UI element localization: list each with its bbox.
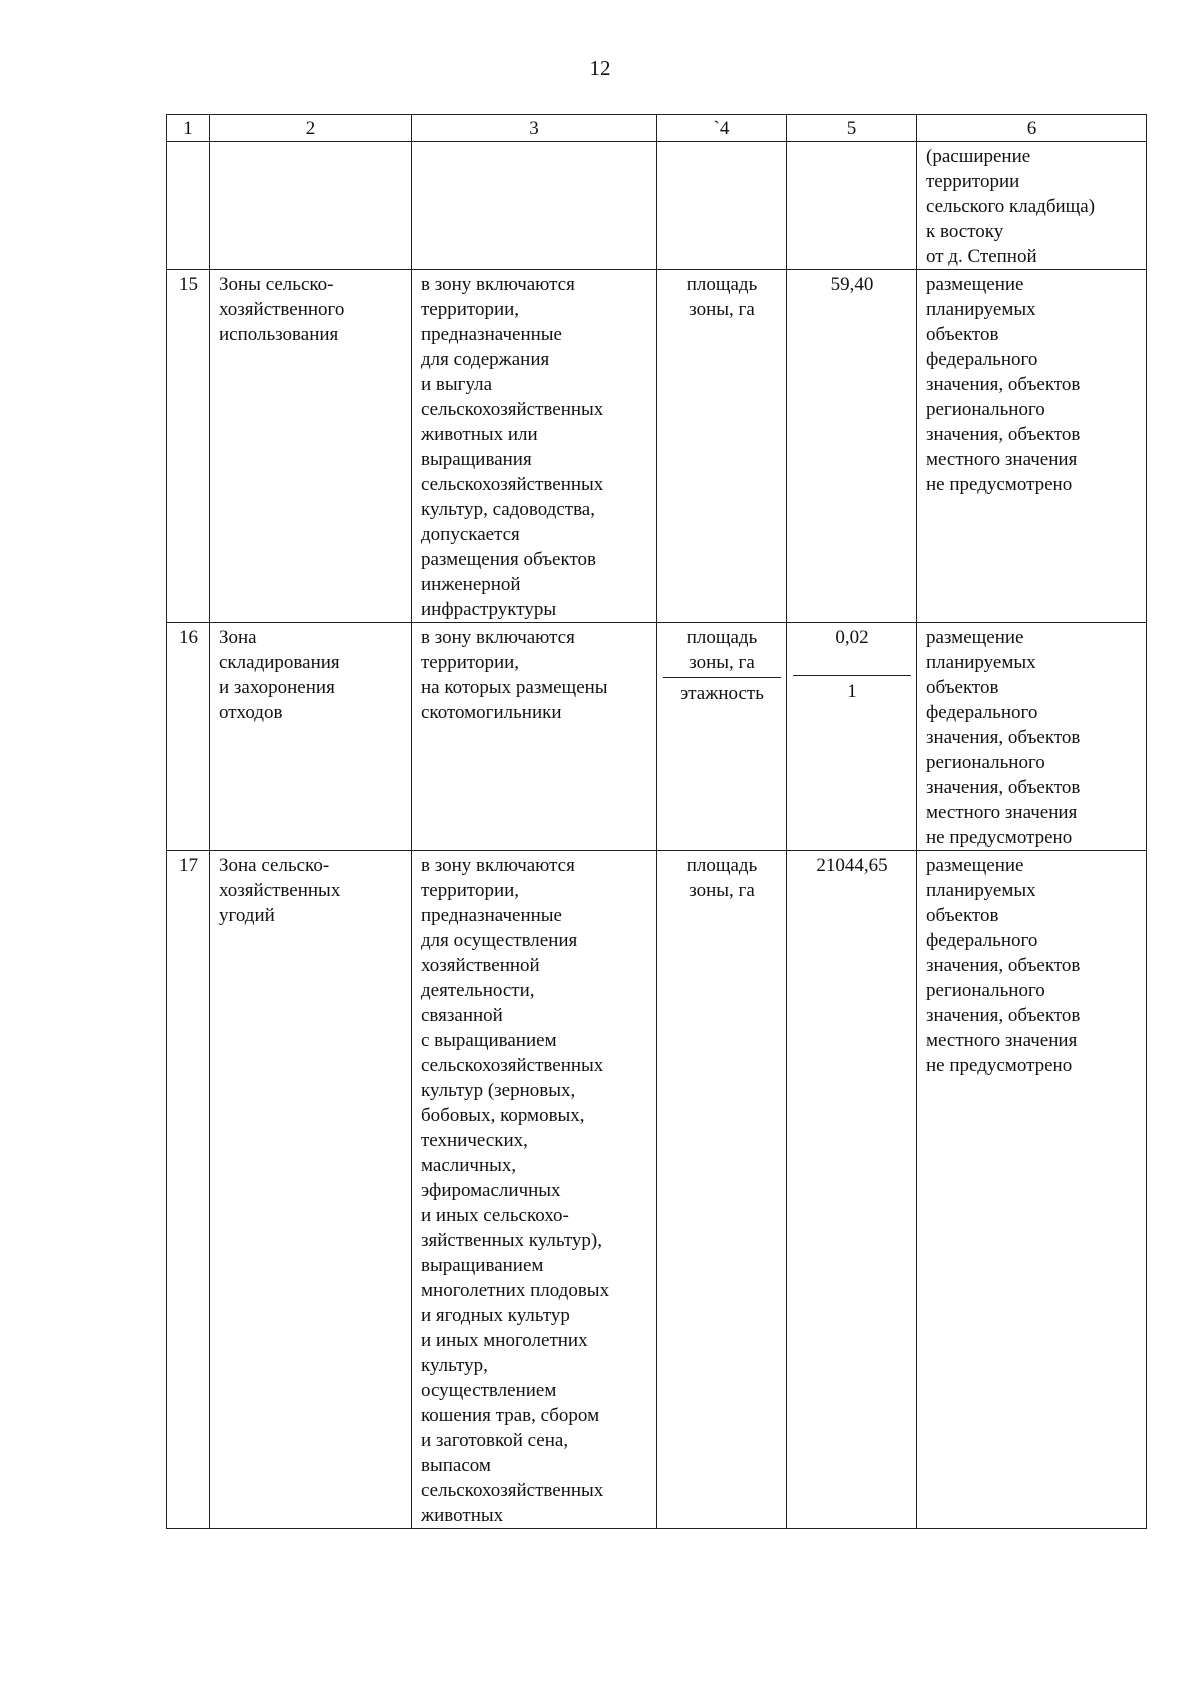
page-number: 12 <box>589 56 611 80</box>
cell-row-number: 17 <box>167 851 210 1529</box>
cell-empty <box>210 142 412 270</box>
cell-value <box>787 623 917 851</box>
cell-zone-description: в зону включаются территории, на которых размещены скотомогильники <box>412 623 657 851</box>
cell-value: 21044,65 <box>787 851 917 1529</box>
cell-note: размещение планируемых объектов федерального значения, объектов регионального значения, объектов местного значения не предусмотрено <box>917 270 1147 623</box>
cell-value: 59,40 <box>787 270 917 623</box>
cell-empty <box>787 142 917 270</box>
table-header-row <box>167 115 1147 142</box>
cell-zone-name: Зоны сельско- хозяйственного использования <box>210 270 412 623</box>
cell-zone-description: в зону включаются территории, предназначенные для содержания и выгула сельскохозяйственных животных или выращивания сельскохозяйственных культур, садоводства, допускается размещения объектов инженерной инфраструктуры <box>412 270 657 623</box>
table-row <box>167 623 1147 851</box>
table-row <box>167 270 1147 623</box>
value-area: 0,02 <box>793 625 911 676</box>
header-col-6: 6 <box>917 115 1147 142</box>
cell-row-number: 16 <box>167 623 210 851</box>
indicator-floors: этажность <box>680 683 764 704</box>
header-col-1: 1 <box>167 115 210 142</box>
cell-empty <box>167 142 210 270</box>
cell-indicator <box>657 623 787 851</box>
zones-table <box>166 114 1147 1529</box>
cell-indicator: площадь зоны, га <box>657 851 787 1529</box>
cell-row-number: 15 <box>167 270 210 623</box>
header-col-3: 3 <box>412 115 657 142</box>
header-col-2: 2 <box>210 115 412 142</box>
cell-indicator: площадь зоны, га <box>657 270 787 623</box>
table-row-continuation <box>167 142 1147 270</box>
cell-zone-name: Зона складирования и захоронения отходов <box>210 623 412 851</box>
indicator-area: площадь зоны, га <box>663 625 781 678</box>
cell-note: размещение планируемых объектов федерального значения, объектов регионального значения, объектов местного значения не предусмотрено <box>917 851 1147 1529</box>
header-col-5: 5 <box>787 115 917 142</box>
table-row <box>167 851 1147 1529</box>
cell-zone-name: Зона сельско- хозяйственных угодий <box>210 851 412 1529</box>
header-col-4: `4 <box>657 115 787 142</box>
cell-zone-description: в зону включаются территории, предназначенные для осуществления хозяйственной деятельности, связанной с выращиванием сельскохозяйственных культур (зерновых, бобовых, кормовых, технических, масличных, эфиромасличных и иных сельскохо- зяйственных культур), выращиванием многолетних плодовых и ягодных культур и иных многолетних культур, осуществлением кошения трав, сбором и заготовкой сена, выпасом сельскохозяйственных животных <box>412 851 657 1529</box>
cell-note-continuation: (расширение территории сельского кладбища) к востоку от д. Степной <box>917 142 1147 270</box>
cell-note: размещение планируемых объектов федерального значения, объектов регионального значения, объектов местного значения не предусмотрено <box>917 623 1147 851</box>
value-floors: 1 <box>847 681 857 702</box>
cell-empty <box>412 142 657 270</box>
cell-empty <box>657 142 787 270</box>
